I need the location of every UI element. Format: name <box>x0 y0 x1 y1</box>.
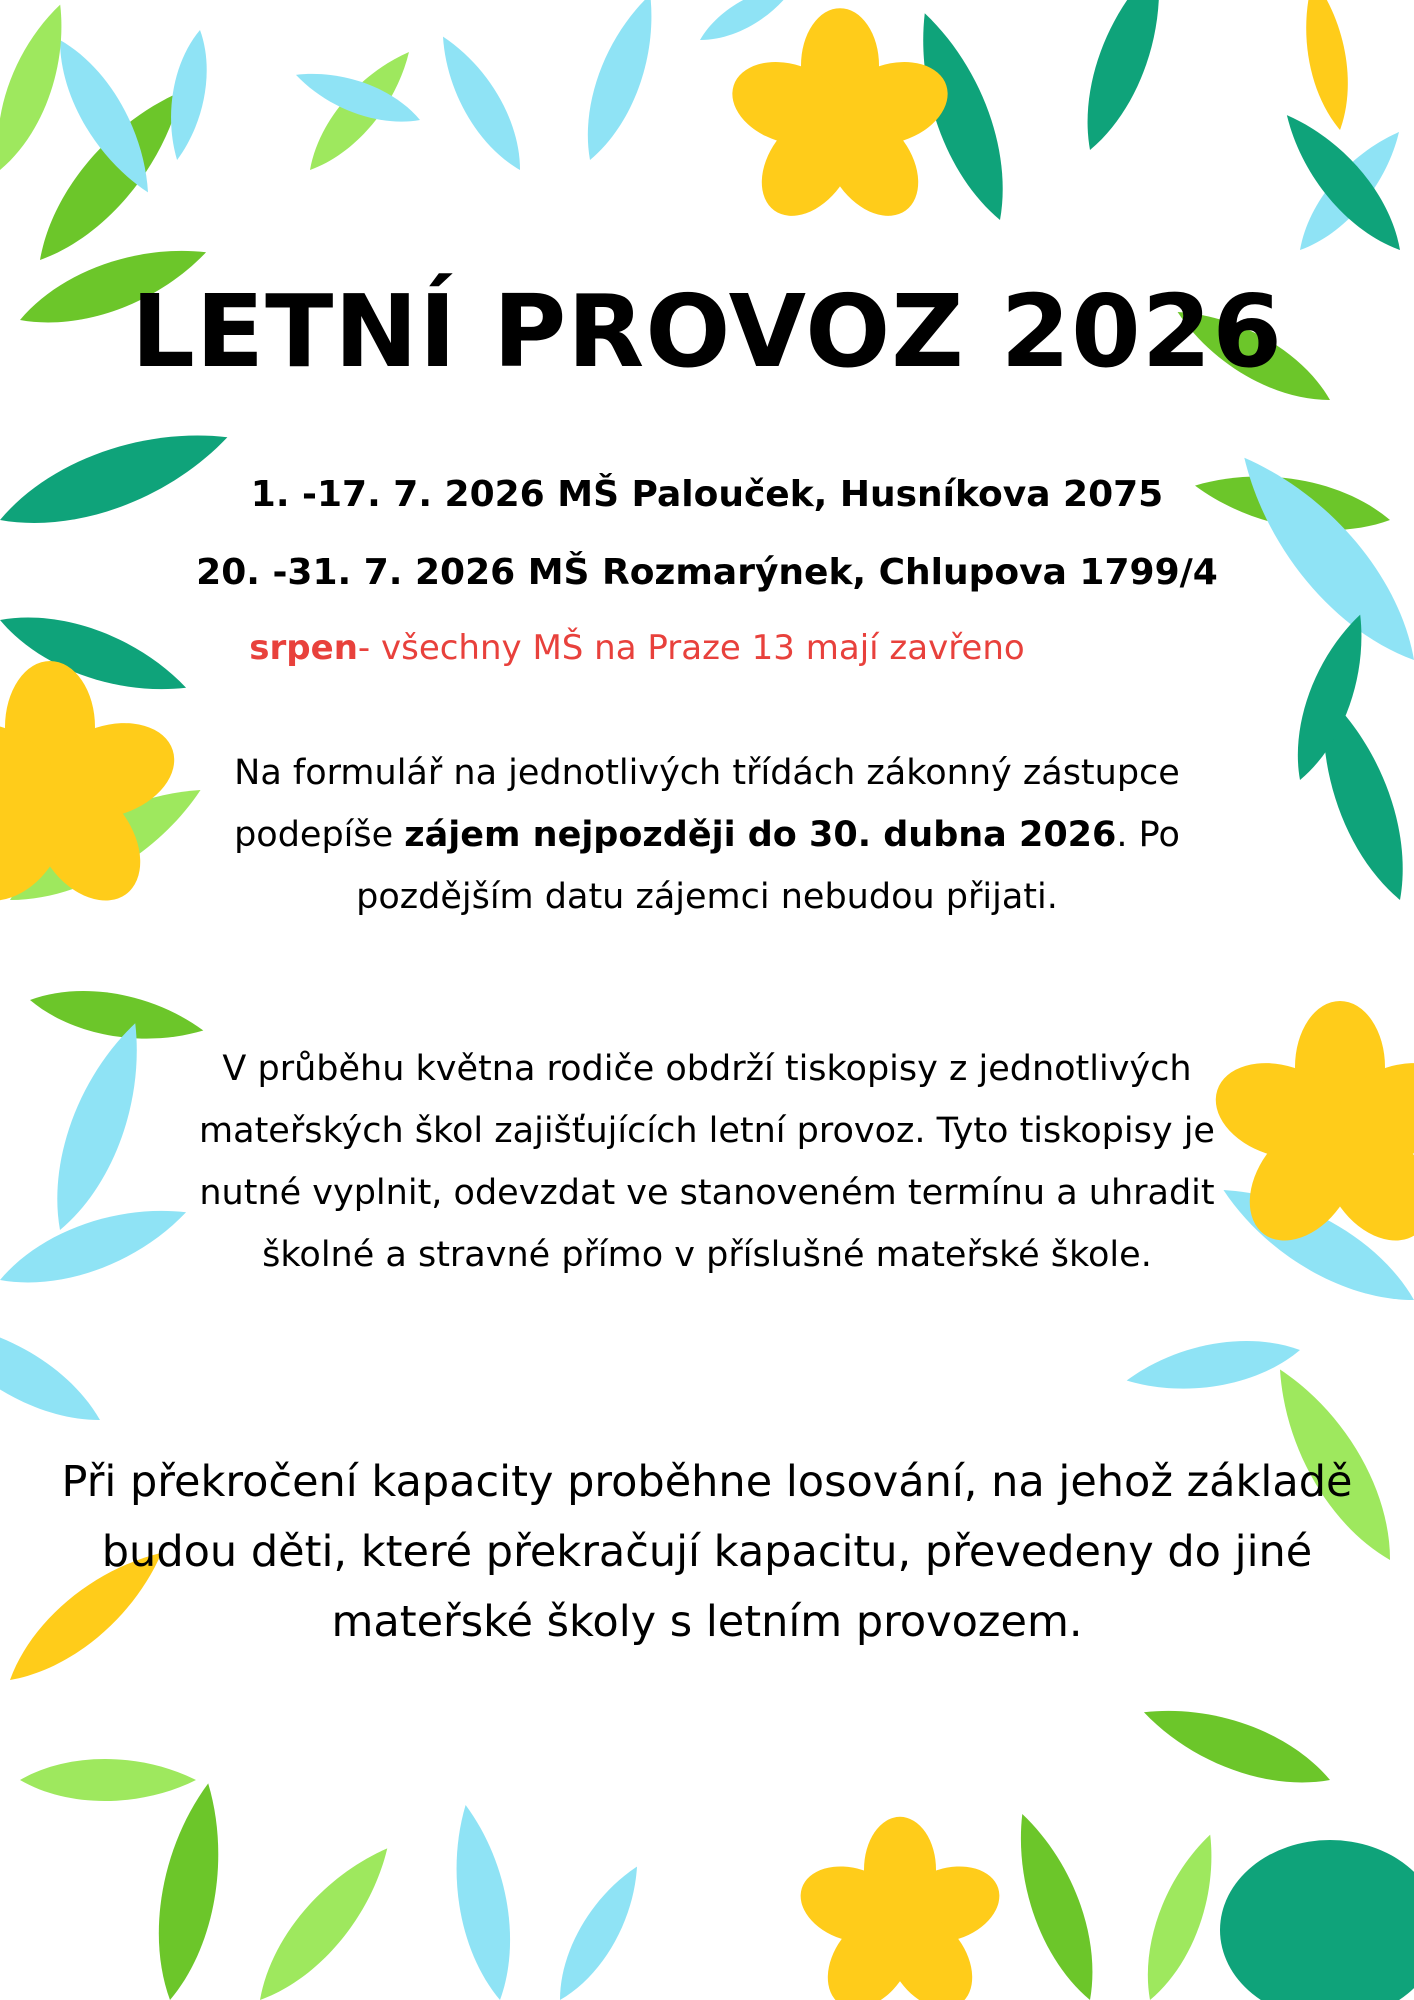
august-notice <box>0 625 1344 671</box>
paragraph-signup-part2: . Po pozdějším datu zájemci nebudou přijati. <box>356 815 1180 917</box>
august-label: srpen <box>249 628 358 668</box>
paragraph-capacity: Při překročení kapacity proběhne losování, na jehož základě budou děti, které překračují kapacitu, převedeny do jiné mateřské školy s letním provozem. <box>61 1457 1353 1647</box>
paragraph-forms: V průběhu května rodiče obdrží tiskopisy z jednotlivých mateřských škol zajišťujících letní provoz. Tyto tiskopisy je nutné vyplnit, odevzdat ve stanoveném termínu a uhradit školné a stravné přímo v příslušné mateřské škole. <box>199 1049 1215 1275</box>
paragraph-signup-deadline: zájem nejpozději do 30. dubna 2026 <box>404 815 1117 855</box>
schedule-line-2: 20. -31. 7. 2026 MŠ Rozmarýnek, Chlupova 1799/4 <box>196 552 1218 593</box>
page-title: LETNÍ PROVOZ 2026 <box>131 273 1283 390</box>
paragraph-signup-part1: Na formulář na jednotlivých třídách zákonný zástupce podepíše <box>234 753 1180 855</box>
august-text: - všechny MŠ na Praze 13 mají zavřeno <box>357 628 1025 668</box>
paragraph-signup <box>190 742 1224 928</box>
schedule-line-1: 1. -17. 7. 2026 MŠ Palouček, Husníkova 2075 <box>250 474 1164 515</box>
